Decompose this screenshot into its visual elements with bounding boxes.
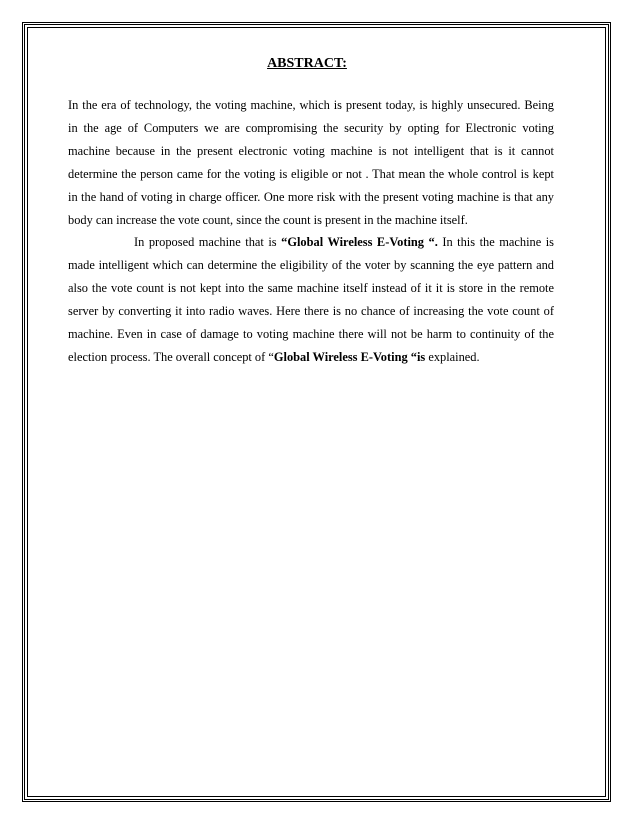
paragraph-2-bold-2: Global Wireless E-Voting “is bbox=[273, 349, 426, 364]
abstract-paragraph-1: In the era of technology, the voting machine, which is present today, is highly unsecured. Being in the age of Computers we are compromising the security by opting for Electronic voting machine because in the present electronic voting machine is not intelligent that is it cannot determine the person came for the voting is eligible or not . That mean the whole control is kept in the hand of voting in charge officer. One more risk with the present voting machine is that any body can increase the vote count, since the count is present in the machine itself. bbox=[68, 98, 554, 227]
abstract-body bbox=[68, 94, 554, 369]
abstract-heading: ABSTRACT: bbox=[267, 56, 347, 71]
paragraph-2-text-1: In proposed machine that is bbox=[134, 235, 282, 250]
paragraph-2-text-3: explained. bbox=[425, 349, 480, 364]
abstract-paragraph-2 bbox=[68, 231, 554, 368]
paragraph-2-bold-1: “Global Wireless E-Voting “. bbox=[281, 235, 438, 250]
paragraph-2-text-2: In this the machine is made intelligent which can determine the eligibility of the voter by scanning the eye pattern and also the vote count is not kept into the same machine itself instead of it it is store in the remote server by converting it into radio waves. Here there is no chance of increasing the vote count of machine. Even in case of damage to voting machine there will not be harm to continuity of the election process. The overall concept of “ bbox=[68, 235, 554, 364]
